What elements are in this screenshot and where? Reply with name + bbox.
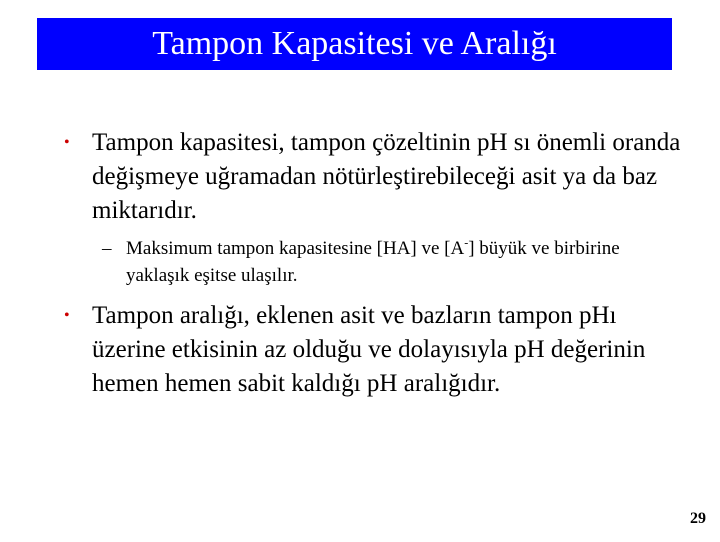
bullet-item-capacity xyxy=(64,126,684,228)
bullet-item-range xyxy=(64,299,684,401)
sub-bullet-text xyxy=(126,235,682,289)
bullet-dot-icon: • xyxy=(64,134,70,151)
bullet-text: Tampon kapasitesi, tampon çözeltinin pH sı önemli oranda değişmeye uğramadan nötürleştirebileceği asit ya da baz miktarıdır. xyxy=(92,129,681,224)
slide-title: Tampon Kapasitesi ve Aralığı xyxy=(152,25,557,62)
dash-icon: – xyxy=(102,238,112,259)
page-number: 29 xyxy=(690,510,706,527)
sub-text-after: ] büyük ve birbirine yaklaşık eşitse ulaşılır. xyxy=(126,238,620,286)
bullet-text: Tampon aralığı, eklenen asit ve bazların tampon pHı üzerine etkisinin az olduğu ve dolayısıyla pH değerinin hemen hemen sabit kaldığı pH aralığıdır. xyxy=(92,302,646,397)
sub-text-before: Maksimum tampon kapasitesine [HA] ve [A xyxy=(126,238,465,259)
sub-bullet-item xyxy=(102,235,682,289)
bullet-dot-icon: • xyxy=(64,307,70,324)
superscript-minus: - xyxy=(464,235,469,250)
